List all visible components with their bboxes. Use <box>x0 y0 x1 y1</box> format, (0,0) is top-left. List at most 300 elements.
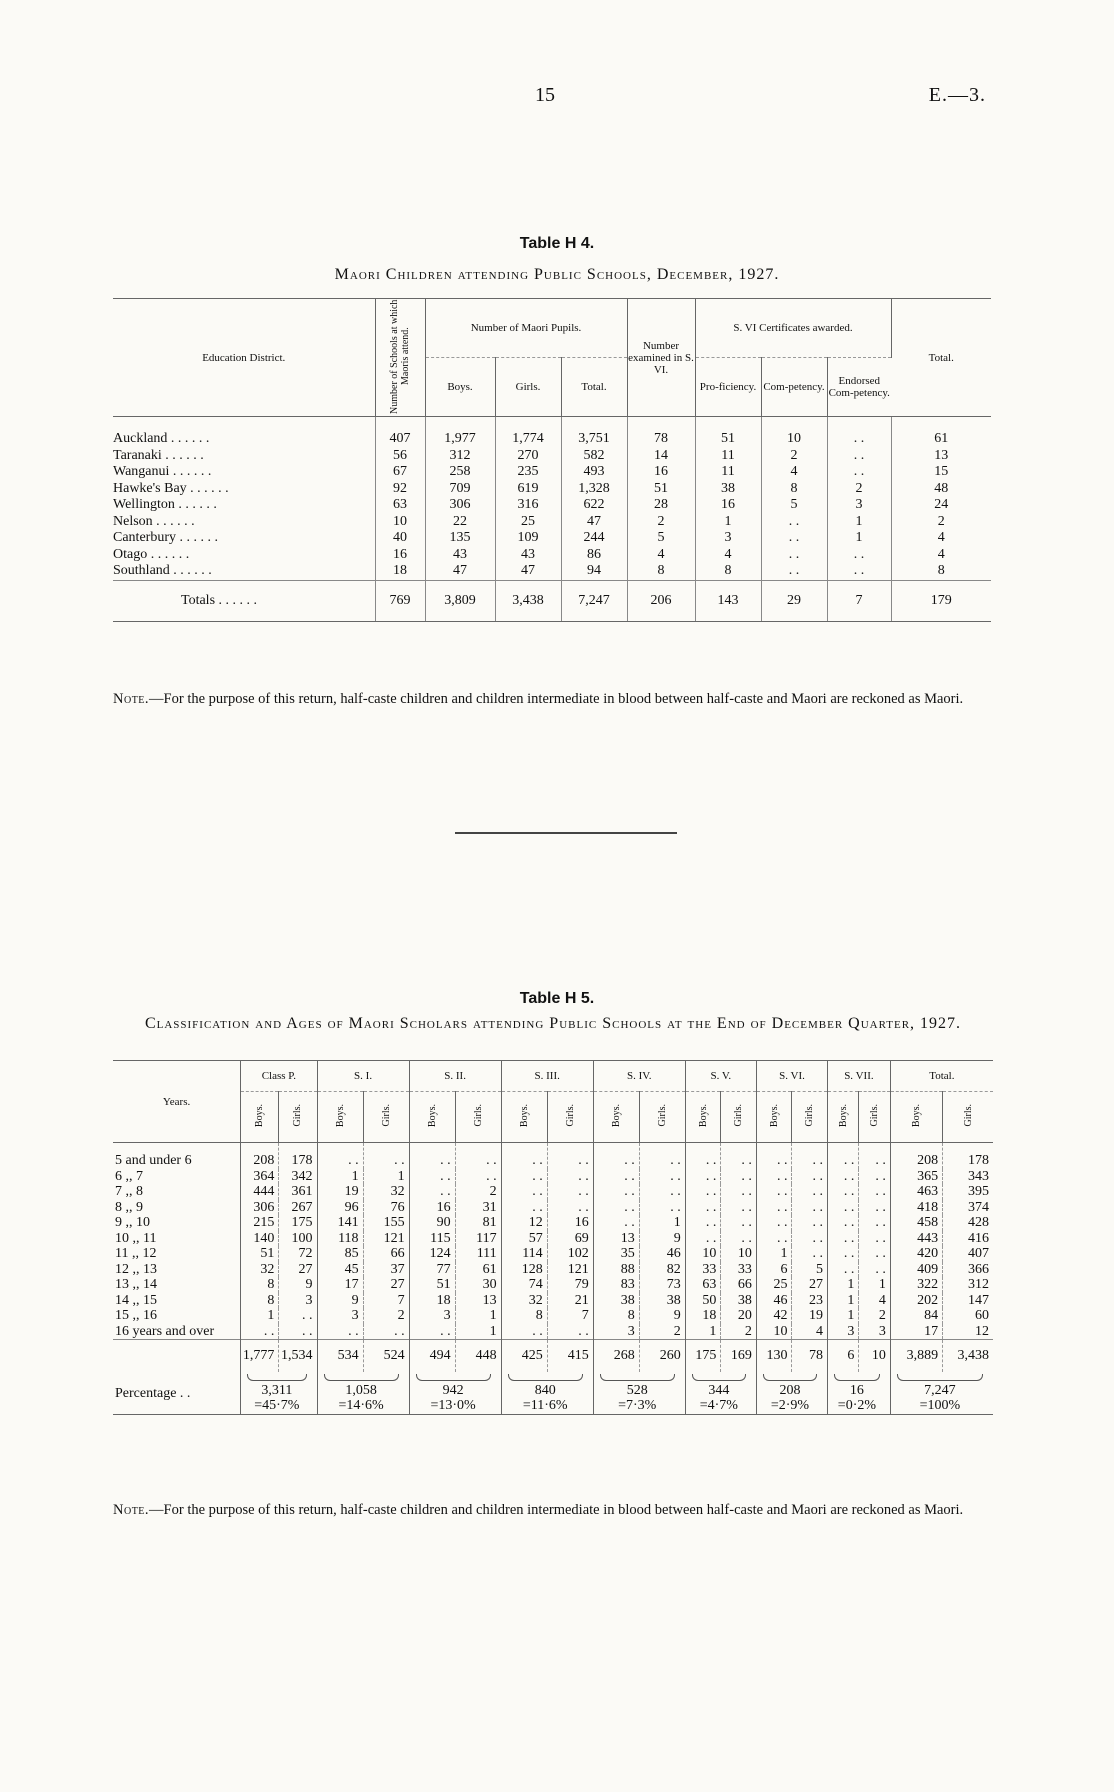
table-cell: 100 <box>279 1231 317 1247</box>
table-cell: 51 <box>241 1246 279 1262</box>
table-cell: 582 <box>561 448 627 465</box>
header-total: Total. <box>561 358 627 417</box>
note-h4-text: —For the purpose of this return, half-caste children and children intermediate in blood between half-caste and Maori are reckoned as Maori. <box>149 691 964 707</box>
table-cell: . . <box>721 1169 757 1185</box>
header-boys-text: Boys. <box>254 1103 266 1128</box>
table-h5-subtitle: Classification and Ages of Maori Scholars attending Public Schools at the End of December Quarter, 1927. <box>144 1015 962 1032</box>
header-boys <box>593 1092 639 1143</box>
header-group: S. VII. <box>828 1061 891 1092</box>
totals-row <box>113 1340 993 1373</box>
table-cell: 38 <box>695 481 761 498</box>
header-girls-text: Girls. <box>869 1104 881 1127</box>
table-cell: 27 <box>363 1277 409 1293</box>
district-name: Hawke's Bay . . . . . . <box>113 481 375 498</box>
percentage-value: =45·7% <box>254 1397 300 1413</box>
percentage-value: =14·6% <box>338 1397 384 1413</box>
table-cell: 366 <box>968 1261 989 1277</box>
age-label: 15 ,, 16 <box>113 1308 241 1324</box>
table-cell: . . <box>859 1262 890 1278</box>
table-cell: . . <box>409 1324 455 1340</box>
header-certs-group: S. VI Certificates awarded. <box>695 299 891 358</box>
header-girls: Girls. <box>495 358 561 417</box>
age-label: 7 ,, 8 <box>113 1184 241 1200</box>
table-cell: 88 <box>593 1262 639 1278</box>
table-row <box>113 464 991 481</box>
table-cell: . . <box>363 1324 409 1340</box>
table-cell: 306 <box>425 497 495 514</box>
table-cell: 7 <box>363 1293 409 1309</box>
table-cell: 2 <box>627 514 695 531</box>
table-cell: 1,977 <box>425 417 495 448</box>
header-girls-text: Girls. <box>564 1104 576 1127</box>
table-cell: 1 <box>695 514 761 531</box>
table-cell: . . <box>639 1200 685 1216</box>
table-cell: 121 <box>547 1262 593 1278</box>
totals-cell: 143 <box>695 580 761 621</box>
district-name: Southland . . . . . . <box>113 563 375 580</box>
header-girls <box>943 1092 993 1143</box>
header-boys <box>501 1092 547 1143</box>
table-cell: 9 <box>279 1277 317 1293</box>
percentage-cell <box>756 1372 827 1415</box>
table-cell: . . <box>859 1246 890 1262</box>
header-girls-text: Girls. <box>380 1104 392 1127</box>
percentage-cell <box>685 1372 756 1415</box>
note-h5 <box>113 1502 993 1519</box>
table-cell: . . <box>455 1169 501 1185</box>
header-group: S. IV. <box>593 1061 685 1092</box>
header-girls <box>859 1092 890 1143</box>
table-cell: 124 <box>409 1246 455 1262</box>
totals-cell: 268 <box>593 1340 639 1373</box>
table-cell: 46 <box>639 1246 685 1262</box>
table-cell: . . <box>317 1324 363 1340</box>
table-row <box>113 1246 993 1262</box>
table-h5 <box>113 1060 993 1415</box>
totals-cell: 1,534 <box>279 1340 317 1373</box>
table-cell: 14 <box>627 448 695 465</box>
header-boys <box>828 1092 859 1143</box>
table-cell: . . <box>639 1143 685 1169</box>
header-girls-text: Girls. <box>733 1104 745 1127</box>
age-label: 9 ,, 10 <box>113 1215 241 1231</box>
table-cell: . . <box>685 1184 721 1200</box>
table-cell: 33 <box>685 1262 721 1278</box>
table-cell: . . <box>593 1169 639 1185</box>
table-cell: . . <box>756 1215 792 1231</box>
table-cell: 30 <box>455 1277 501 1293</box>
table-cell: 96 <box>317 1200 363 1216</box>
table-cell: 135 <box>425 530 495 547</box>
table-cell: . . <box>792 1215 828 1231</box>
table-row <box>113 1308 993 1324</box>
table-cell: 42 <box>756 1308 792 1324</box>
totals-cell: 3,889 <box>890 1340 942 1373</box>
table-cell: . . <box>593 1143 639 1169</box>
totals-cell: 425 <box>501 1340 547 1373</box>
table-cell: 10 <box>685 1246 721 1262</box>
brace-mark <box>692 1374 746 1381</box>
table-cell: 4 <box>937 530 945 545</box>
table-cell: . . <box>593 1215 639 1231</box>
district-name: Auckland . . . . . . <box>113 417 375 448</box>
table-cell: 121 <box>363 1231 409 1247</box>
table-cell: 12 <box>975 1323 989 1339</box>
table-cell: 8 <box>695 563 761 580</box>
header-boys <box>890 1092 942 1143</box>
table-row <box>113 1184 993 1200</box>
table-cell: 8 <box>241 1277 279 1293</box>
table-cell: . . <box>547 1200 593 1216</box>
table-cell: 4 <box>792 1324 828 1340</box>
table-cell: 364 <box>241 1169 279 1185</box>
table-cell: 8 <box>761 481 827 498</box>
table-cell: 27 <box>279 1262 317 1278</box>
table-cell: . . <box>409 1169 455 1185</box>
table-cell: 16 <box>547 1215 593 1231</box>
district-name: Nelson . . . . . . <box>113 514 375 531</box>
page-reference: E.—3. <box>928 84 986 106</box>
table-cell: . . <box>828 1231 859 1247</box>
table-cell: 202 <box>890 1293 942 1309</box>
table-cell: 9 <box>639 1231 685 1247</box>
table-cell: 43 <box>495 547 561 564</box>
table-cell: 244 <box>561 530 627 547</box>
table-cell: 33 <box>721 1262 757 1278</box>
district-name: Wellington . . . . . . <box>113 497 375 514</box>
table-cell: . . <box>828 1215 859 1231</box>
table-cell: 1 <box>827 530 891 547</box>
table-cell: 61 <box>934 431 949 446</box>
table-cell: 418 <box>890 1200 942 1216</box>
table-cell: . . <box>685 1231 721 1247</box>
table-cell: 10 <box>721 1246 757 1262</box>
table-cell: . . <box>756 1184 792 1200</box>
table-cell: 343 <box>968 1168 989 1184</box>
header-group: Total. <box>890 1061 993 1092</box>
table-cell: 16 <box>375 547 425 564</box>
table-cell: 115 <box>409 1231 455 1247</box>
table-cell: 76 <box>363 1200 409 1216</box>
table-row <box>113 514 991 531</box>
table-cell: 463 <box>890 1184 942 1200</box>
table-cell: . . <box>828 1246 859 1262</box>
table-cell: 2 <box>721 1324 757 1340</box>
table-cell: 13 <box>455 1293 501 1309</box>
table-cell: 17 <box>890 1324 942 1340</box>
table-h4-title: Table H 4. <box>519 235 595 252</box>
totals-cell: 1,777 <box>241 1340 279 1373</box>
note-h4 <box>113 691 993 708</box>
totals-cell: 415 <box>547 1340 593 1373</box>
totals-cell: 769 <box>375 580 425 621</box>
table-cell: 5 <box>627 530 695 547</box>
header-pupils-group: Number of Maori Pupils. <box>425 299 627 358</box>
table-cell: 1 <box>827 514 891 531</box>
table-cell: . . <box>827 563 891 580</box>
table-cell: 27 <box>792 1277 828 1293</box>
header-boys-text: Boys. <box>334 1103 346 1128</box>
table-cell: 78 <box>627 417 695 448</box>
table-cell: 141 <box>317 1215 363 1231</box>
table-cell: 3 <box>695 530 761 547</box>
table-cell: 622 <box>561 497 627 514</box>
table-cell: 420 <box>890 1246 942 1262</box>
table-cell: 2 <box>859 1308 890 1324</box>
table-cell: 12 <box>501 1215 547 1231</box>
table-cell: . . <box>409 1184 455 1200</box>
table-cell: . . <box>756 1169 792 1185</box>
percentage-count: 1,058 <box>345 1382 377 1398</box>
table-cell: 94 <box>561 563 627 580</box>
header-grand-total: Total. <box>891 299 991 417</box>
age-label: 8 ,, 9 <box>113 1200 241 1216</box>
table-cell: . . <box>828 1184 859 1200</box>
table-cell: 2 <box>827 481 891 498</box>
table-cell: 38 <box>721 1293 757 1309</box>
header-girls-text: Girls. <box>962 1104 974 1127</box>
table-cell: 56 <box>375 448 425 465</box>
table-cell: . . <box>828 1262 859 1278</box>
header-boys-text: Boys. <box>837 1103 849 1128</box>
totals-label: Totals . . . . . . <box>113 580 375 621</box>
percentage-cell <box>241 1372 317 1415</box>
percentage-value: =13·0% <box>430 1397 476 1413</box>
table-cell: . . <box>828 1200 859 1216</box>
header-girls <box>547 1092 593 1143</box>
totals-cell: 3,438 <box>495 580 561 621</box>
table-cell: 407 <box>375 417 425 448</box>
table-cell: 32 <box>241 1262 279 1278</box>
totals-cell: 175 <box>685 1340 721 1373</box>
header-boys-text: Boys. <box>518 1103 530 1128</box>
table-cell: 84 <box>890 1308 942 1324</box>
table-cell: . . <box>859 1215 890 1231</box>
totals-cell: 29 <box>761 580 827 621</box>
table-cell: 1 <box>859 1277 890 1293</box>
table-cell: 208 <box>241 1143 279 1169</box>
header-boys-text: Boys. <box>426 1103 438 1128</box>
table-cell: 395 <box>968 1184 989 1199</box>
header-girls-text: Girls. <box>292 1104 304 1127</box>
table-cell: 3 <box>827 497 891 514</box>
table-cell: 17 <box>317 1277 363 1293</box>
table-cell: . . <box>792 1184 828 1200</box>
percentage-count: 840 <box>534 1382 556 1398</box>
percentage-cell <box>501 1372 593 1415</box>
table-cell: 47 <box>495 563 561 580</box>
table-cell: 18 <box>409 1293 455 1309</box>
header-boys <box>756 1092 792 1143</box>
header-years: Years. <box>113 1061 241 1143</box>
table-cell: 118 <box>317 1231 363 1247</box>
table-cell: . . <box>279 1308 317 1324</box>
percentage-value: =7·3% <box>618 1397 657 1413</box>
header-boys-text: Boys. <box>697 1103 709 1128</box>
table-cell: 178 <box>279 1143 317 1169</box>
table-cell: 619 <box>495 481 561 498</box>
table-cell: 235 <box>495 464 561 481</box>
table-cell: 24 <box>934 497 949 512</box>
percentage-cell <box>593 1372 685 1415</box>
page-header <box>0 84 1114 108</box>
header-competency: Com-petency. <box>761 358 827 417</box>
table-cell: 83 <box>593 1277 639 1293</box>
table-cell: . . <box>593 1200 639 1216</box>
table-cell: 43 <box>425 547 495 564</box>
table-row <box>113 497 991 514</box>
table-cell: . . <box>501 1184 547 1200</box>
table-cell: 443 <box>890 1231 942 1247</box>
table-cell: 90 <box>409 1215 455 1231</box>
table-cell: 365 <box>890 1169 942 1185</box>
table-cell: 32 <box>363 1184 409 1200</box>
table-row <box>113 1169 993 1185</box>
age-label: 16 years and over <box>113 1324 241 1340</box>
table-cell: 10 <box>375 514 425 531</box>
table-cell: 85 <box>317 1246 363 1262</box>
header-schools <box>375 299 425 417</box>
district-name: Taranaki . . . . . . <box>113 448 375 465</box>
table-cell: . . <box>279 1324 317 1340</box>
district-name: Canterbury . . . . . . <box>113 530 375 547</box>
table-cell: 38 <box>593 1293 639 1309</box>
totals-cell: 494 <box>409 1340 455 1373</box>
table-cell: 4 <box>937 546 945 562</box>
table-cell: 147 <box>968 1292 989 1308</box>
table-cell: . . <box>721 1231 757 1247</box>
table-cell: 140 <box>241 1231 279 1247</box>
note-h5-text: —For the purpose of this return, half-caste children and children intermediate in blood between half-caste and Maori are reckoned as Maori. <box>149 1502 964 1518</box>
table-cell: 37 <box>363 1262 409 1278</box>
table-h4-body <box>113 417 991 622</box>
table-cell: 51 <box>409 1277 455 1293</box>
table-cell: 270 <box>495 448 561 465</box>
table-cell: 6 <box>756 1262 792 1278</box>
table-cell: 312 <box>968 1277 989 1292</box>
table-cell: 3,751 <box>561 417 627 448</box>
table-cell: . . <box>639 1184 685 1200</box>
totals-cell: 206 <box>627 580 695 621</box>
table-cell: 215 <box>241 1215 279 1231</box>
table-cell: 16 <box>627 464 695 481</box>
table-cell: 2 <box>455 1184 501 1200</box>
table-cell: 102 <box>547 1246 593 1262</box>
percentage-row <box>113 1372 993 1415</box>
table-cell: 51 <box>627 481 695 498</box>
header-group: S. III. <box>501 1061 593 1092</box>
table-cell: 1 <box>455 1308 501 1324</box>
totals-row <box>113 580 991 621</box>
table-cell: 25 <box>495 514 561 531</box>
table-cell: 493 <box>561 464 627 481</box>
table-cell: 28 <box>627 497 695 514</box>
table-cell: 72 <box>279 1246 317 1262</box>
table-cell: . . <box>721 1200 757 1216</box>
table-cell: 4 <box>627 547 695 564</box>
table-cell: 45 <box>317 1262 363 1278</box>
table-cell: 10 <box>761 417 827 448</box>
table-cell: 114 <box>501 1246 547 1262</box>
district-name: Wanganui . . . . . . <box>113 464 375 481</box>
header-girls <box>792 1092 828 1143</box>
table-cell: 60 <box>975 1308 989 1323</box>
table-cell: 444 <box>241 1184 279 1200</box>
table-cell: 306 <box>241 1200 279 1216</box>
totals-cell: 10 <box>859 1340 890 1373</box>
table-row <box>113 1200 993 1216</box>
table-cell: 1,328 <box>561 481 627 498</box>
table-cell: 8 <box>241 1293 279 1309</box>
table-cell: 128 <box>501 1262 547 1278</box>
table-cell: . . <box>501 1169 547 1185</box>
percentage-cell <box>409 1372 501 1415</box>
table-cell: 67 <box>375 464 425 481</box>
table-cell: 3 <box>593 1324 639 1340</box>
table-cell: 2 <box>363 1308 409 1324</box>
table-cell: 8 <box>937 563 945 578</box>
table-cell: 81 <box>455 1215 501 1231</box>
totals-cell: 3,809 <box>425 580 495 621</box>
table-cell: . . <box>756 1231 792 1247</box>
table-cell: 109 <box>495 530 561 547</box>
header-boys <box>685 1092 721 1143</box>
table-cell: 1 <box>828 1308 859 1324</box>
table-cell: 18 <box>685 1308 721 1324</box>
table-cell: . . <box>792 1200 828 1216</box>
table-cell: . . <box>593 1184 639 1200</box>
header-boys-text: Boys. <box>768 1103 780 1128</box>
table-cell: 1 <box>317 1169 363 1185</box>
table-row <box>113 563 991 580</box>
table-cell: 1 <box>241 1308 279 1324</box>
table-cell: 1 <box>685 1324 721 1340</box>
table-cell: . . <box>455 1143 501 1169</box>
percentage-count: 7,247 <box>924 1382 956 1398</box>
header-district: Education District. <box>113 299 375 417</box>
header-girls-text: Girls. <box>656 1104 668 1127</box>
table-cell: . . <box>639 1169 685 1185</box>
table-cell: 316 <box>495 497 561 514</box>
table-cell: 79 <box>547 1277 593 1293</box>
table-cell: 709 <box>425 481 495 498</box>
table-cell: 409 <box>890 1262 942 1278</box>
table-cell: . . <box>859 1231 890 1247</box>
table-cell: 342 <box>279 1169 317 1185</box>
table-cell: . . <box>761 514 827 531</box>
percentage-count: 3,311 <box>261 1382 293 1398</box>
table-cell: 50 <box>685 1293 721 1309</box>
table-cell: 15 <box>934 464 949 479</box>
table-cell: . . <box>792 1246 828 1262</box>
brace-mark <box>324 1374 399 1381</box>
table-cell: 1 <box>639 1215 685 1231</box>
table-cell: 16 <box>409 1200 455 1216</box>
table-cell: 10 <box>756 1324 792 1340</box>
table-cell: 111 <box>455 1246 501 1262</box>
table-cell: 407 <box>968 1246 989 1261</box>
brace-mark <box>897 1374 983 1381</box>
brace-mark <box>416 1374 491 1381</box>
table-cell: 66 <box>721 1277 757 1293</box>
percentage-count: 344 <box>708 1382 730 1398</box>
table-cell: 361 <box>279 1184 317 1200</box>
table-cell: 74 <box>501 1277 547 1293</box>
table-cell: 69 <box>547 1231 593 1247</box>
table-cell: 3 <box>828 1324 859 1340</box>
table-cell: . . <box>547 1184 593 1200</box>
table-cell: 61 <box>455 1262 501 1278</box>
